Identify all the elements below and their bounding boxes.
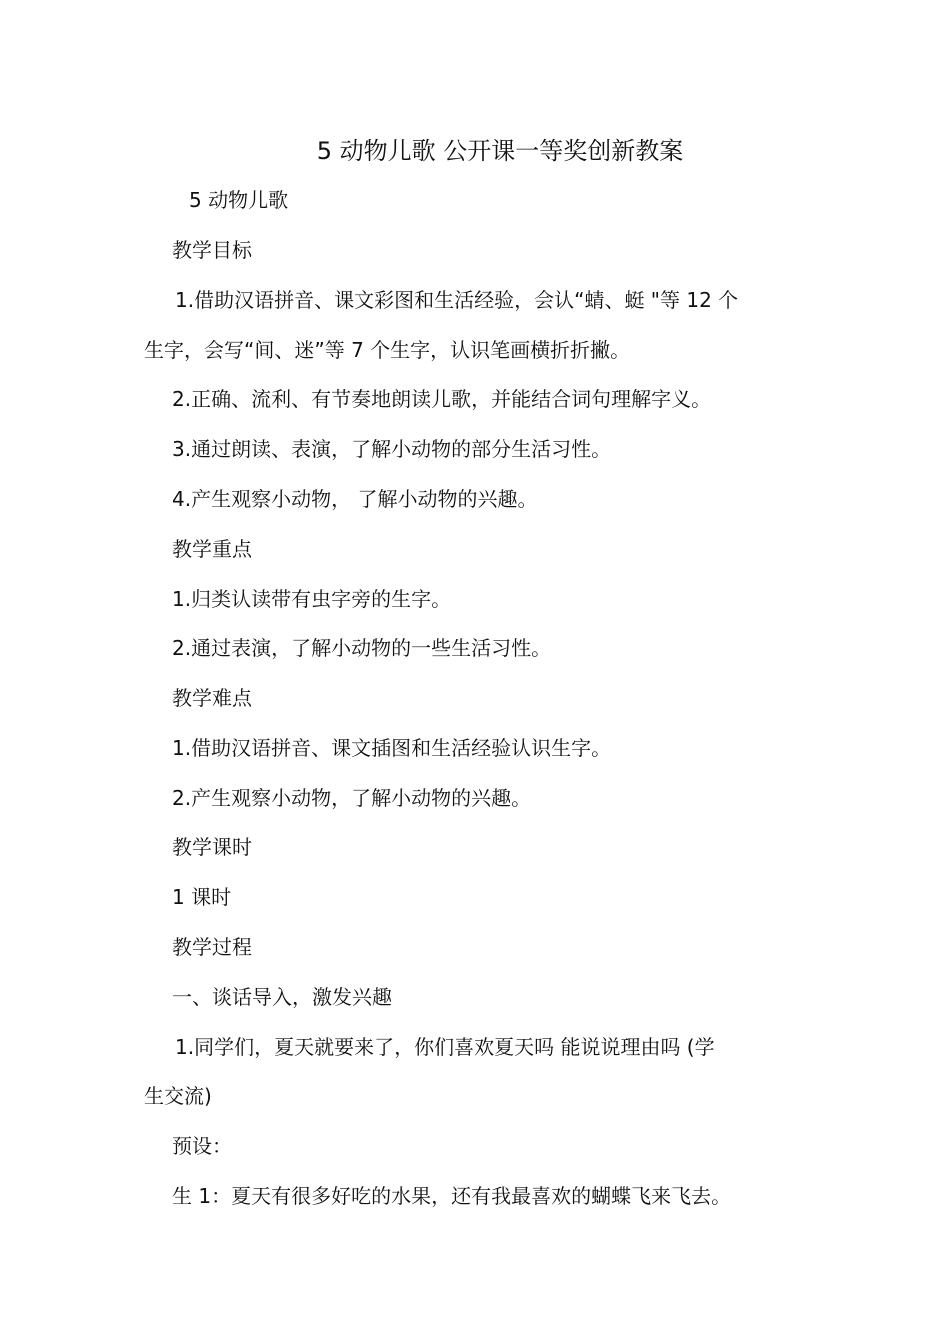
paragraph-line: 1.归类认读带有虫字旁的生字。 bbox=[172, 587, 452, 611]
section-heading-focus: 教学重点 bbox=[172, 537, 252, 561]
section-heading-process: 教学过程 bbox=[172, 935, 252, 959]
paragraph-line: 生交流) bbox=[144, 1084, 212, 1108]
paragraph-line: 一、谈话导入，激发兴趣 bbox=[172, 985, 392, 1009]
paragraph-line: 4.产生观察小动物， 了解小动物的兴趣。 bbox=[172, 487, 538, 511]
section-heading-goals: 教学目标 bbox=[172, 238, 252, 262]
paragraph-line: 1.同学们，夏天就要来了，你们喜欢夏天吗 能说说理由吗 (学 bbox=[175, 1035, 715, 1059]
paragraph-line: 2.正确、流利、有节奏地朗读儿歌，并能结合词句理解字义。 bbox=[172, 387, 712, 411]
lesson-heading: 5 动物儿歌 bbox=[189, 188, 289, 212]
paragraph-line: 1.借助汉语拼音、课文插图和生活经验认识生字。 bbox=[172, 736, 612, 760]
paragraph-line: 1.借助汉语拼音、课文彩图和生活经验，会认“蜻、蜓 "等 12 个 bbox=[175, 288, 739, 312]
section-heading-difficulty: 教学难点 bbox=[172, 686, 252, 710]
paragraph-line: 生字，会写“间、迷”等 7 个生字，认识笔画横折折撇。 bbox=[144, 338, 631, 362]
paragraph-line: 3.通过朗读、表演，了解小动物的部分生活习性。 bbox=[172, 437, 612, 461]
paragraph-line: 2.产生观察小动物，了解小动物的兴趣。 bbox=[172, 786, 532, 810]
document-title: 5 动物儿歌 公开课一等奖创新教案 bbox=[316, 137, 684, 165]
paragraph-line: 预设： bbox=[172, 1134, 232, 1158]
section-heading-hours: 教学课时 bbox=[172, 835, 252, 859]
paragraph-line: 2.通过表演，了解小动物的一些生活习性。 bbox=[172, 636, 552, 660]
paragraph-line: 1 课时 bbox=[172, 885, 232, 909]
paragraph-line: 生 1：夏天有很多好吃的水果，还有我最喜欢的蝴蝶飞来飞去。 bbox=[172, 1184, 732, 1208]
